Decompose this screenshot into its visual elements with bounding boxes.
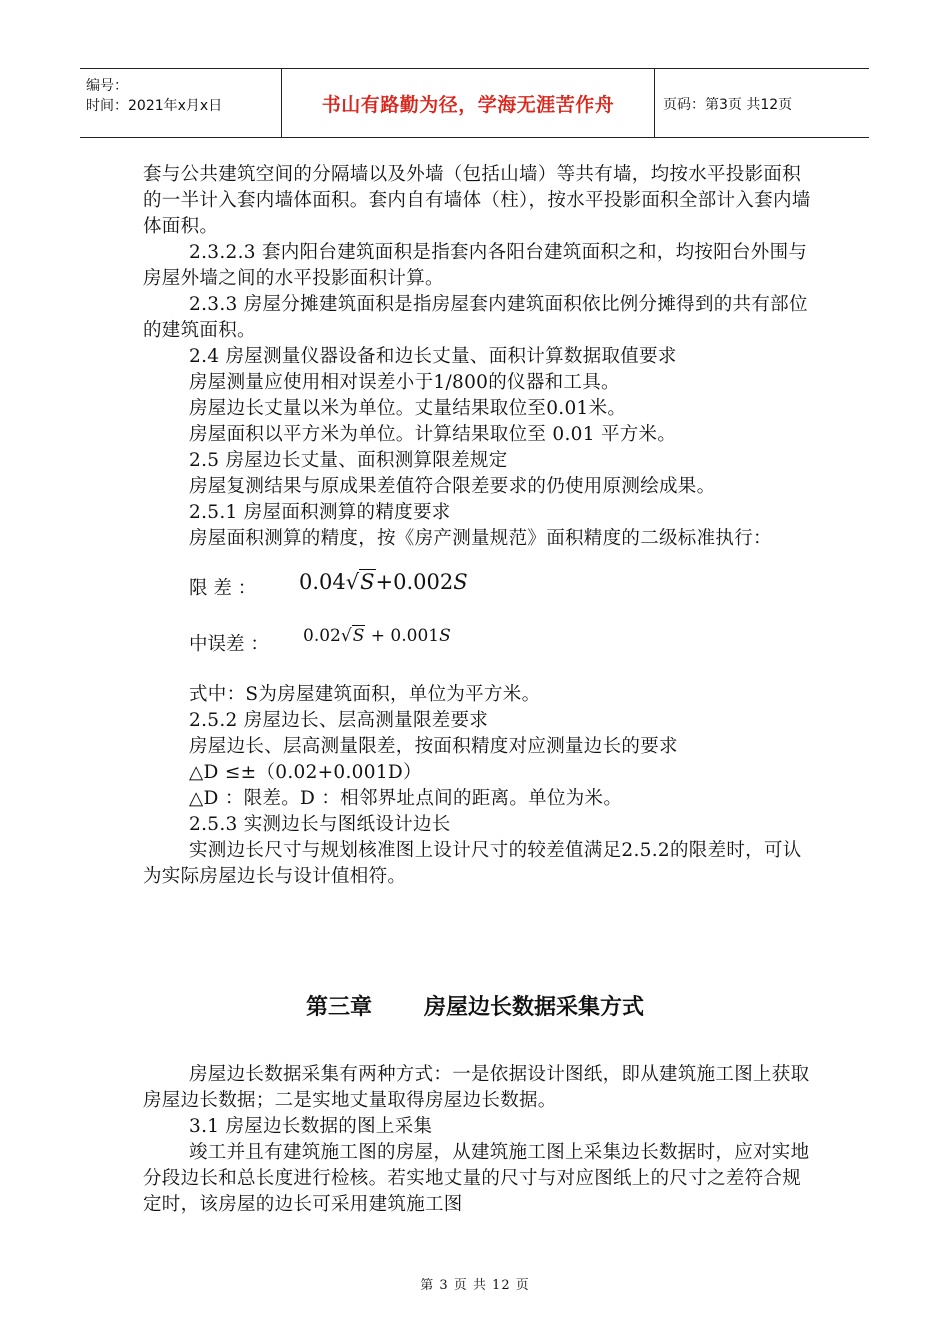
paragraph: 房屋测量应使用相对误差小于1/800的仪器和工具。 <box>189 372 620 393</box>
chapter-title: 房屋边长数据采集方式 <box>424 995 645 1020</box>
chapter-heading <box>0 990 950 1021</box>
formula-tail-variable: S <box>453 570 468 594</box>
doc-date-label: 时间：2021年x月x日 <box>86 98 223 114</box>
header-motto: 书山有路勤为径，学海无涯苦作舟 <box>321 94 615 116</box>
formula-label: 限 差 ： <box>189 578 257 599</box>
paragraph: 实测边长尺寸与规划核准图上设计尺寸的较差值满足2.5.2的限差时，可认为实际房屋边长与设计值相符。 <box>143 840 802 887</box>
chapter-body <box>143 1062 811 1218</box>
formula-tolerance <box>143 556 811 612</box>
header-motto-cell <box>282 69 655 137</box>
page-header <box>80 68 869 138</box>
sqrt-symbol: √S <box>340 626 365 646</box>
paragraph: 房屋边长丈量以米为单位。丈量结果取位至0.01米。 <box>189 398 627 419</box>
section-heading: 2.5 房屋边长丈量、面积测算限差规定 <box>189 450 508 471</box>
formula-line: △D ≤±（0.02+0.001D） <box>189 762 422 783</box>
sqrt-symbol: √S <box>345 570 375 594</box>
paragraph: 房屋面积以平方米为单位。计算结果取位至 0.01 平方米。 <box>189 424 677 445</box>
paragraph: 房屋面积测算的精度，按《房产测量规范》面积精度的二级标准执行： <box>189 528 772 549</box>
paragraph: 2.3.3 房屋分摊建筑面积是指房屋套内建筑面积依比例分摊得到的共有部位的建筑面积。 <box>143 294 808 341</box>
chapter-number: 第三章 <box>305 995 372 1020</box>
formula-expression <box>299 570 468 594</box>
section-heading: 2.4 房屋测量仪器设备和边长丈量、面积计算数据取值要求 <box>189 346 677 367</box>
section-heading: 2.5.3 实测边长与图纸设计边长 <box>189 814 451 835</box>
formula-tail-number: + 0.001 <box>365 626 440 646</box>
formula-variable: S <box>360 570 375 594</box>
paragraph: 房屋复测结果与原成果差值符合限差要求的仍使用原测绘成果。 <box>189 476 716 497</box>
section-heading: 2.5.1 房屋面积测算的精度要求 <box>189 502 451 523</box>
doc-number-label: 编号： <box>86 78 128 94</box>
paragraph: 2.3.2.3 套内阳台建筑面积是指套内各阳台建筑面积之和，均按阳台外围与房屋外墙之间的水平投影面积计算。 <box>143 242 808 289</box>
formula-tail-number: +0.002 <box>375 570 454 594</box>
formula-tail-variable: S <box>439 626 451 646</box>
paragraph: 房屋边长、层高测量限差，按面积精度对应测量边长的要求 <box>189 736 678 757</box>
section-heading: 2.5.2 房屋边长、层高测量限差要求 <box>189 710 489 731</box>
document-body <box>143 162 811 890</box>
formula-coefficient: 0.02 <box>303 626 341 646</box>
paragraph: 房屋边长数据采集有两种方式：一是依据设计图纸，即从建筑施工图上获取房屋边长数据；二是实地丈量取得房屋边长数据。 <box>143 1064 810 1111</box>
formula-mean-error <box>143 612 811 670</box>
header-page-cell <box>655 69 869 137</box>
paragraph: △D ：限差。D ：相邻界址点间的距离。单位为米。 <box>189 788 623 809</box>
formula-variable: S <box>352 626 365 646</box>
paragraph: 式中：S为房屋建筑面积，单位为平方米。 <box>189 684 541 705</box>
formula-expression <box>303 626 451 646</box>
header-meta-cell <box>80 69 282 137</box>
paragraph: 套与公共建筑空间的分隔墙以及外墙（包括山墙）等共有墙，均按水平投影面积的一半计入套内墙体面积。套内自有墙体（柱），按水平投影面积全部计入套内墙体面积。 <box>143 164 811 237</box>
page-footer: 第 3 页 共 12 页 <box>420 1278 530 1293</box>
section-heading: 3.1 房屋边长数据的图上采集 <box>189 1116 433 1137</box>
paragraph: 竣工并且有建筑施工图的房屋，从建筑施工图上采集边长数据时，应对实地分段边长和总长度进行检核。若实地丈量的尺寸与对应图纸上的尺寸之差符合规定时，该房屋的边长可采用建筑施工图 <box>143 1142 810 1215</box>
header-page-info: 页码：第3页 共12页 <box>663 97 793 113</box>
formula-label: 中误差 ： <box>189 634 269 655</box>
formula-coefficient: 0.04 <box>299 570 346 594</box>
